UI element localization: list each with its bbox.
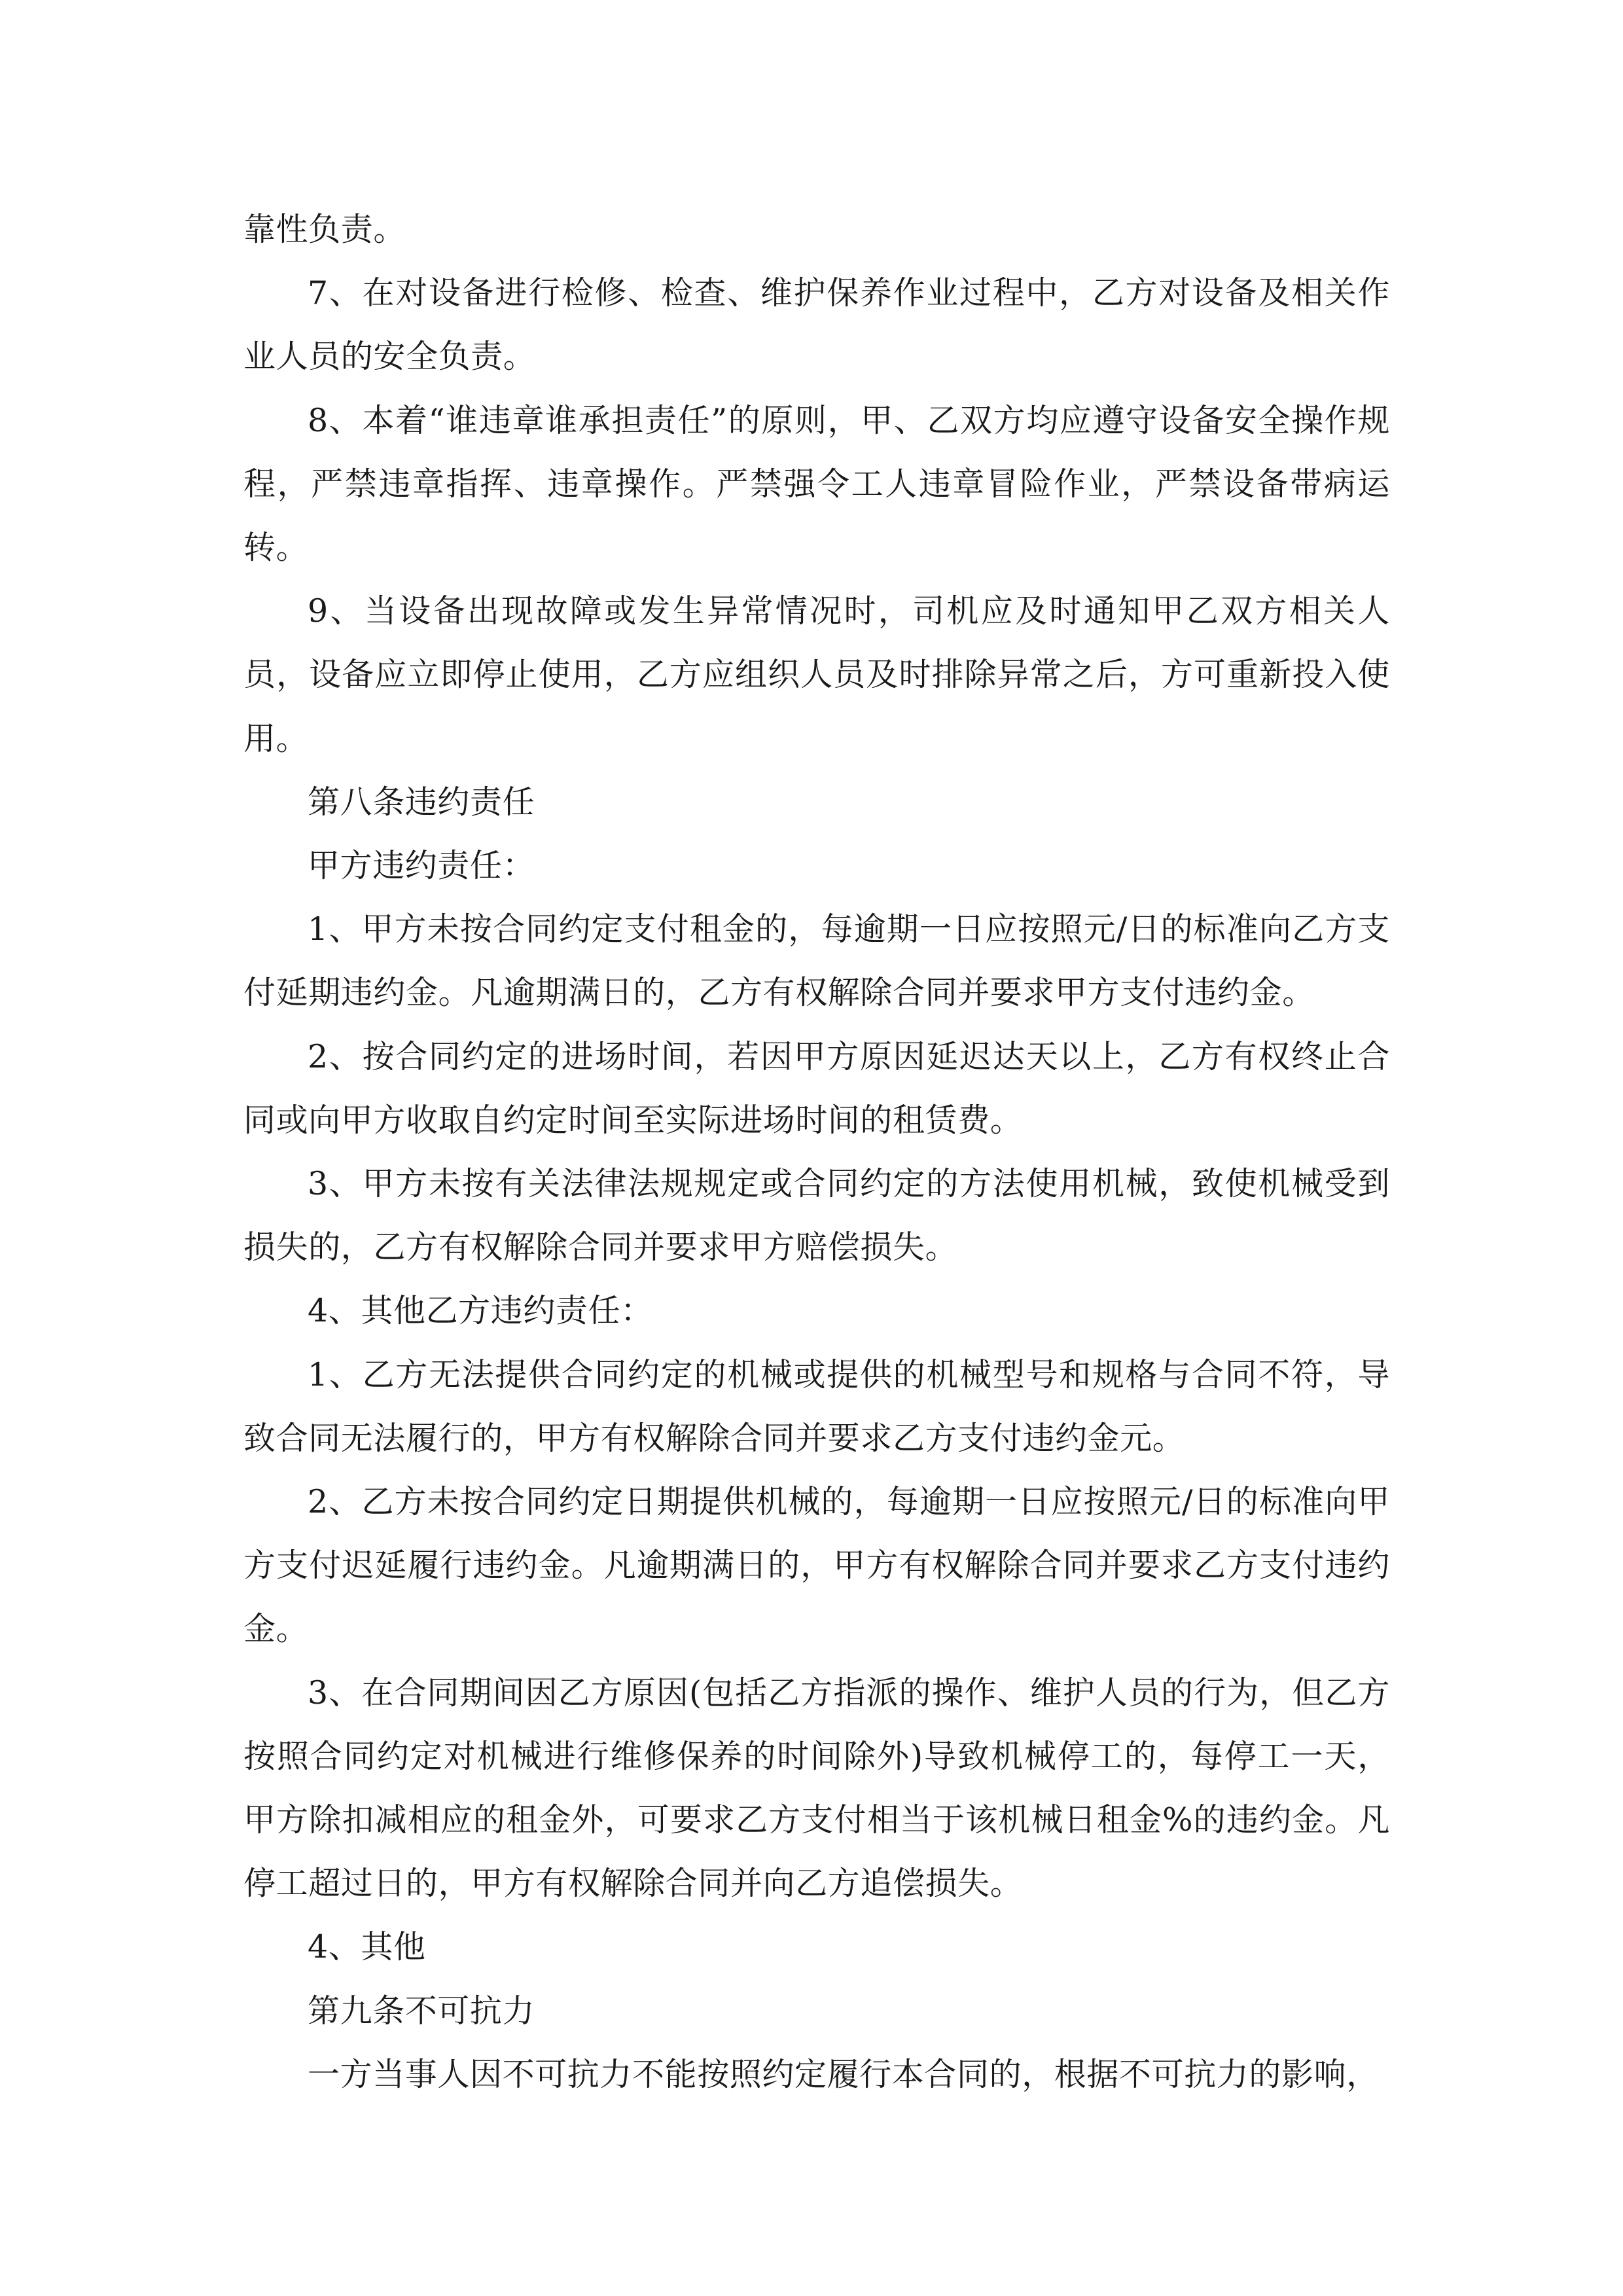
paragraph-a-3: 3、甲方未按有关法律法规规定或合同约定的方法使用机械，致使机械受到损失的，乙方有权解除合同并要求甲方赔偿损失。 [243, 1165, 1390, 1266]
section-heading-article-9: 第九条不可抗力 [308, 1992, 535, 2030]
subheading-party-a-liability: 甲方违约责任： [308, 847, 535, 885]
paragraph-b-3: 3、在合同期间因乙方原因(包括乙方指派的操作、维护人员的行为，但乙方按照合同约定对机械进行维修保养的时间除外)导致机械停工的，每停工一天，甲方除扣减相应的租金外，可要求乙方支付相当于该机械日租金%的违约金。凡停工超过日的，甲方有权解除合同并向乙方追偿损失。 [243, 1674, 1390, 1903]
paragraph-force-majeure: 一方当事人因不可抗力不能按照约定履行本合同的，根据不可抗力的影响， [308, 2055, 1379, 2093]
paragraph-clause-7: 7、在对设备进行检修、检查、维护保养作业过程中，乙方对设备及相关作业人员的安全负责。 [243, 274, 1390, 376]
paragraph-b-2: 2、乙方未按合同约定日期提供机械的，每逾期一日应按照元/日的标准向甲方支付迟延履行违约金。凡逾期满日的，甲方有权解除合同并要求乙方支付违约金。 [243, 1483, 1390, 1648]
paragraph-b-1: 1、乙方无法提供合同约定的机械或提供的机械型号和规格与合同不符，导致合同无法履行的，甲方有权解除合同并要求乙方支付违约金元。 [243, 1355, 1390, 1457]
document-body [243, 198, 1390, 2106]
paragraph-continuation: 靠性负责。 [243, 211, 406, 248]
paragraph-clause-9: 9、当设备出现故障或发生异常情况时，司机应及时通知甲乙双方相关人员，设备应立即停止使用，乙方应组织人员及时排除异常之后，方可重新投入使用。 [243, 592, 1390, 757]
paragraph-clause-8: 8、本着“谁违章谁承担责任”的原则，甲、乙双方均应遵守设备安全操作规程，严禁违章指挥、违章操作。严禁强令工人违章冒险作业，严禁设备带病运转。 [243, 401, 1390, 567]
paragraph-a-4: 4、其他乙方违约责任： [308, 1292, 653, 1330]
paragraph-a-1: 1、甲方未按合同约定支付租金的，每逾期一日应按照元/日的标准向乙方支付延期违约金。凡逾期满日的，乙方有权解除合同并要求甲方支付违约金。 [243, 910, 1390, 1012]
paragraph-a-2: 2、按合同约定的进场时间，若因甲方原因延迟达天以上，乙方有权终止合同或向甲方收取自约定时间至实际进场时间的租赁费。 [243, 1037, 1390, 1139]
paragraph-b-4: 4、其他 [308, 1928, 426, 1966]
section-heading-article-8: 第八条违约责任 [308, 783, 535, 821]
